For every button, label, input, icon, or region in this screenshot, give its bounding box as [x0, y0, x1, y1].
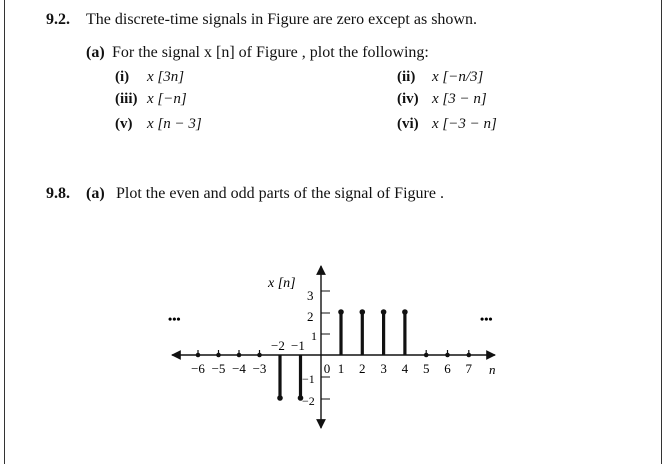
item-label-ii: (ii) [397, 69, 416, 85]
x-tick-label: 0 [323, 361, 331, 376]
stem-dot-n2 [360, 309, 366, 315]
x-tick-label: 6 [444, 361, 451, 376]
x-tick-label: 4 [401, 361, 409, 376]
item-label-v: (v) [115, 116, 133, 132]
item-label-i: (i) [115, 69, 130, 85]
item-expr-iv: x [3 − n] [432, 91, 487, 107]
problem-98-number: 9.8. [46, 185, 70, 202]
item-label-iii: (iii) [115, 91, 138, 107]
problem-98-part-a-label: (a) [86, 185, 105, 202]
x-tick-label: 2 [359, 361, 366, 376]
item-expr-vi: x [−3 − n] [432, 116, 497, 132]
y-tick-label-neg2: −2 [302, 394, 315, 408]
item-label-iv: (iv) [397, 91, 419, 107]
y-tick-label-neg1: −1 [302, 372, 315, 386]
y-axis-label: x [n] [268, 276, 296, 291]
item-expr-ii: x [−n/3] [432, 69, 484, 85]
item-expr-i: x [3n] [147, 69, 185, 85]
stem-dot-n5 [424, 353, 429, 358]
left-label-neg1: −1 [291, 338, 305, 353]
problem-92-statement: The discrete-time signals in Figure are zero except as shown. [86, 11, 477, 28]
stem-dot-n-6 [196, 353, 201, 358]
ellipsis-left: ••• [168, 312, 181, 326]
stem-dot-n7 [467, 353, 472, 358]
x-tick-label: −3 [252, 361, 267, 376]
y-tick-label-1: 1 [311, 329, 317, 343]
x-tick-label: 7 [465, 361, 473, 376]
x-tick-label: 1 [337, 361, 345, 376]
problem-98-part-a-text: Plot the even and odd parts of the signal of Figure . [116, 185, 444, 202]
x-tick-label: 5 [422, 361, 430, 376]
stem-dot-n3 [381, 309, 387, 315]
item-expr-iii: x [−n] [147, 91, 187, 107]
stem-dot-n-3 [257, 353, 262, 358]
problem-92-number: 9.2. [46, 11, 70, 28]
stem-dot-n4 [402, 309, 408, 315]
ellipsis-right: ••• [480, 312, 493, 326]
x-tick-label: −6 [191, 361, 205, 376]
item-label-vi: (vi) [397, 116, 419, 132]
y-tick-label-3: 3 [307, 288, 314, 303]
x-axis-label: n [489, 362, 496, 377]
x-tick-label: −4 [232, 361, 246, 376]
stem-dot-n6 [445, 353, 450, 358]
x-tick-label: −5 [211, 361, 226, 376]
stem-dot-n-5 [216, 353, 221, 358]
left-label-neg2: −2 [271, 338, 285, 353]
stem-dot-n-2 [277, 395, 283, 401]
y-tick-label-2: 2 [307, 309, 314, 324]
stem-dot-n-4 [237, 353, 242, 358]
x-tick-label: 3 [380, 361, 387, 376]
problem-92-part-a-label: (a) [86, 44, 105, 61]
problem-92-part-a-text: For the signal x [n] of Figure , plot the following: [112, 44, 429, 61]
item-expr-v: x [n − 3] [147, 116, 202, 132]
stem-dot-n1 [338, 309, 344, 315]
